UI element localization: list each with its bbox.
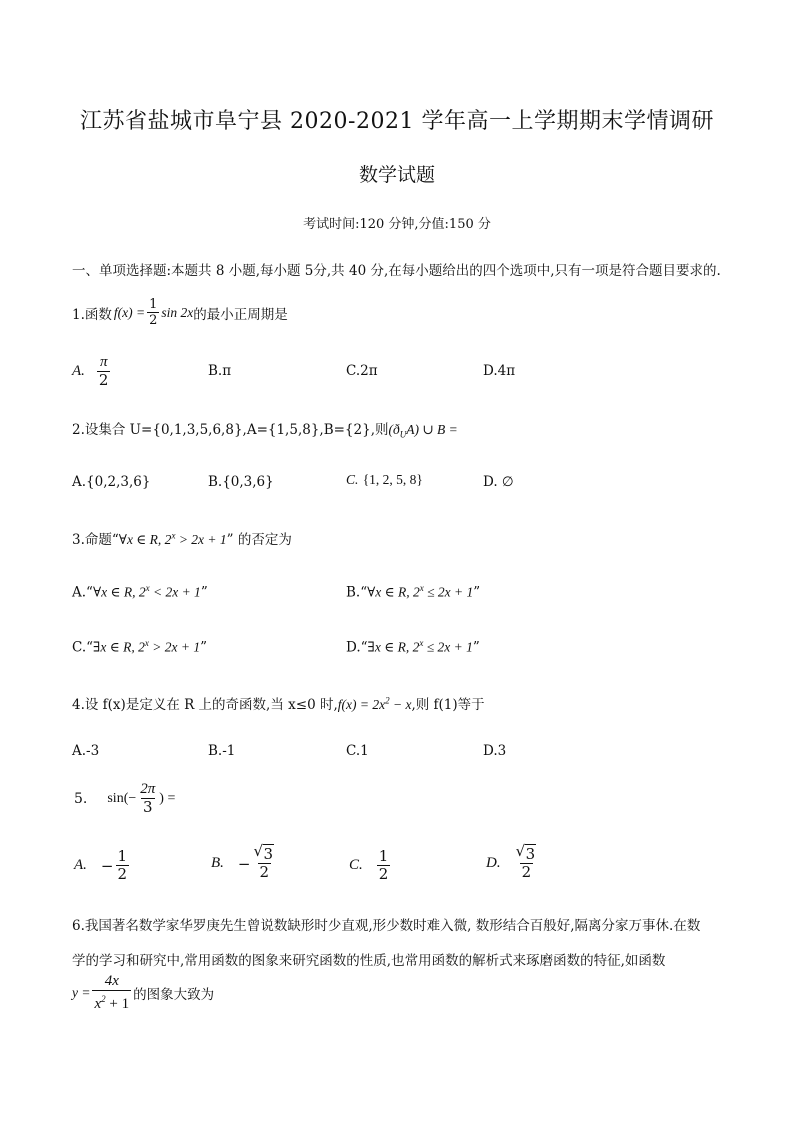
q5-expr-post: ) = — [159, 790, 176, 806]
q5-d-label: D. — [486, 855, 501, 871]
q1-a-den: 2 — [98, 371, 109, 389]
q6-line-3 — [72, 973, 214, 1013]
q3-stem-sup: x — [171, 530, 176, 541]
q5-a-label: A. — [74, 857, 87, 873]
q1-a-num: π — [99, 354, 108, 370]
q4-stem-post: ,则 f(1)等于 — [411, 697, 485, 713]
q3-a-expr: ∀x ∈ R, 2 — [92, 584, 146, 600]
q5-b-den: 2 — [259, 863, 270, 881]
q5-b-label: B. — [211, 855, 224, 871]
q1-numerator: 1 — [149, 297, 158, 312]
exam-info: 考试时间:120 分钟,分值:150 分 — [303, 217, 491, 232]
q3-d-pre: D.“ — [346, 639, 368, 656]
q1-suffix: 的最小正周期是 — [193, 306, 288, 323]
q5-b-fraction — [253, 846, 277, 881]
q5-expr-pre: sin(− — [107, 790, 137, 806]
q6-denominator — [92, 990, 131, 1013]
q1-option-b: B.π — [208, 363, 232, 379]
q5-b-sqrt — [255, 846, 275, 863]
q2-stem: 2.设集合 U={0,1,3,5,6,8},A={1,5,8},B={2},则 — [72, 422, 389, 438]
q2-option-d: D. ∅ — [483, 474, 514, 490]
q4-option-c: C.1 — [346, 743, 369, 759]
q4-stem-sup: 2 — [385, 695, 390, 706]
q5-option-b — [211, 846, 278, 881]
section-instruction: 一、单项选择题:本题共 8 小题,每小题 5分,共 40 分,在每小题给出的四个选项中,只有一项是符合题目要求的. — [72, 263, 721, 279]
q5-numerator: 2π — [140, 781, 156, 797]
q1-option-a — [72, 354, 112, 389]
q2-c-label: C. — [346, 472, 359, 487]
q3-d-expr2: ≤ 2x + 1 — [423, 639, 473, 655]
q1-a-fraction — [97, 354, 111, 389]
q6-numerator: 4x — [104, 973, 119, 989]
q5-a-fraction — [116, 848, 130, 883]
q6-line-1: 6.我国著名数学家华罗庚先生曾说数缺形时少直观,形少数时难入微, 数形结合百般好,隔离分家万事休.在数 — [72, 918, 701, 934]
q4-stem-expr: f(x) = 2x — [337, 697, 386, 712]
q3-stem-post: ” 的否定为 — [226, 532, 292, 548]
question-2-stem — [72, 418, 458, 440]
q3-d-post: ” — [472, 639, 480, 656]
q3-b-pre: B.“ — [346, 584, 368, 601]
q5-denominator: 3 — [143, 798, 153, 816]
q1-option-c: C.2π — [346, 363, 378, 379]
q1-denominator: 2 — [149, 313, 158, 328]
q5-a-den: 2 — [117, 865, 128, 883]
q6-y-eq: y = — [72, 985, 91, 1000]
q3-stem-expr: ∀x ∈ R, 2 — [118, 532, 172, 547]
q3-stem-expr2: > 2x + 1 — [175, 532, 227, 547]
q3-b-expr: ∀x ∈ R, 2 — [367, 584, 420, 600]
q3-c-expr2: > 2x + 1 — [148, 639, 201, 655]
q3-a-sup: x — [145, 583, 150, 593]
q2-option-a: A.{0,2,3,6} — [72, 474, 151, 490]
q3-a-pre: A.“ — [72, 584, 93, 601]
q5-c-den: 2 — [378, 865, 389, 883]
q5-c-fraction — [377, 848, 391, 883]
q3-option-b — [346, 583, 480, 601]
q5-a-sign: − — [100, 856, 114, 875]
q1-fraction — [147, 297, 159, 328]
q6-den-rest: + 1 — [105, 996, 130, 1012]
q3-a-post: ” — [200, 584, 208, 601]
q6-line-2: 学的学习和研究中,常用函数的图象来研究函数的性质,也常用函数的解析式来琢磨函数的特征,如函数 — [72, 953, 666, 969]
q3-c-expr: ∃x ∈ R, 2 — [93, 639, 145, 655]
q1-a-label: A. — [72, 363, 85, 379]
q6-suffix: 的图象大致为 — [133, 987, 215, 1003]
q5-c-num: 1 — [378, 847, 389, 865]
q5-d-den: 2 — [521, 863, 532, 881]
q2-option-b: B.{0,3,6} — [208, 474, 274, 490]
question-1-stem — [72, 297, 288, 328]
q5-d-radicand: 3 — [525, 845, 536, 863]
q2-c-val: {1, 2, 5, 8} — [362, 472, 423, 487]
q5-d-fraction — [515, 846, 539, 881]
q5-d-sqrt — [517, 846, 537, 863]
q2-expr2: A) ∪ B = — [406, 422, 458, 437]
q3-c-post: ” — [200, 639, 207, 656]
q3-b-post: ” — [473, 584, 481, 601]
q5-number: 5. — [74, 790, 88, 807]
q3-option-d — [346, 638, 480, 656]
q3-stem-pre: 3.命题“ — [72, 532, 119, 548]
q3-b-expr2: ≤ 2x + 1 — [423, 584, 474, 600]
q1-option-d: D.4π — [483, 363, 516, 379]
q3-c-pre: C.“ — [72, 639, 94, 656]
q2-option-c — [346, 472, 423, 488]
q5-option-d — [486, 846, 540, 881]
question-4-stem — [72, 693, 485, 713]
q3-option-a — [72, 583, 208, 601]
q5-fraction — [138, 781, 157, 816]
q4-stem-pre: 4.设 f(x)是定义在 R 上的奇函数,当 x≤0 时, — [72, 697, 338, 713]
q3-c-sup: x — [144, 638, 149, 648]
page-subtitle: 数学试题 — [358, 164, 435, 186]
q5-a-num: 1 — [117, 847, 128, 865]
question-3-stem — [72, 528, 292, 548]
q4-option-d: D.3 — [483, 743, 507, 759]
q4-stem-expr2: − x — [389, 697, 412, 712]
q2-expr: (ð — [388, 422, 400, 437]
q2-sub: U — [399, 429, 407, 440]
q6-fraction — [92, 973, 131, 1013]
q4-option-b: B.-1 — [208, 743, 236, 759]
q5-c-label: C. — [349, 857, 363, 873]
q5-option-a — [74, 848, 131, 883]
page-title: 江苏省盐城市阜宁县 2020-2021 学年高一上学期期末学情调研 — [80, 109, 714, 134]
q6-den-sup: 2 — [101, 994, 106, 1004]
q3-option-c — [72, 638, 207, 656]
q4-option-a: A.-3 — [72, 743, 100, 759]
q3-b-sup: x — [419, 583, 424, 593]
q3-a-expr2: < 2x + 1 — [149, 584, 201, 600]
q3-d-sup: x — [419, 638, 424, 648]
q6-den-base: x — [94, 996, 102, 1012]
q5-b-sign: − — [237, 854, 251, 873]
q3-d-expr: ∃x ∈ R, 2 — [367, 639, 420, 655]
q1-expr: sin 2x — [161, 304, 194, 320]
q1-prefix: 1.函数 — [72, 306, 112, 323]
q5-option-c — [349, 848, 392, 883]
question-5-stem — [74, 781, 175, 816]
q5-b-radicand: 3 — [263, 845, 274, 863]
q1-fx: f(x) = — [113, 304, 146, 320]
